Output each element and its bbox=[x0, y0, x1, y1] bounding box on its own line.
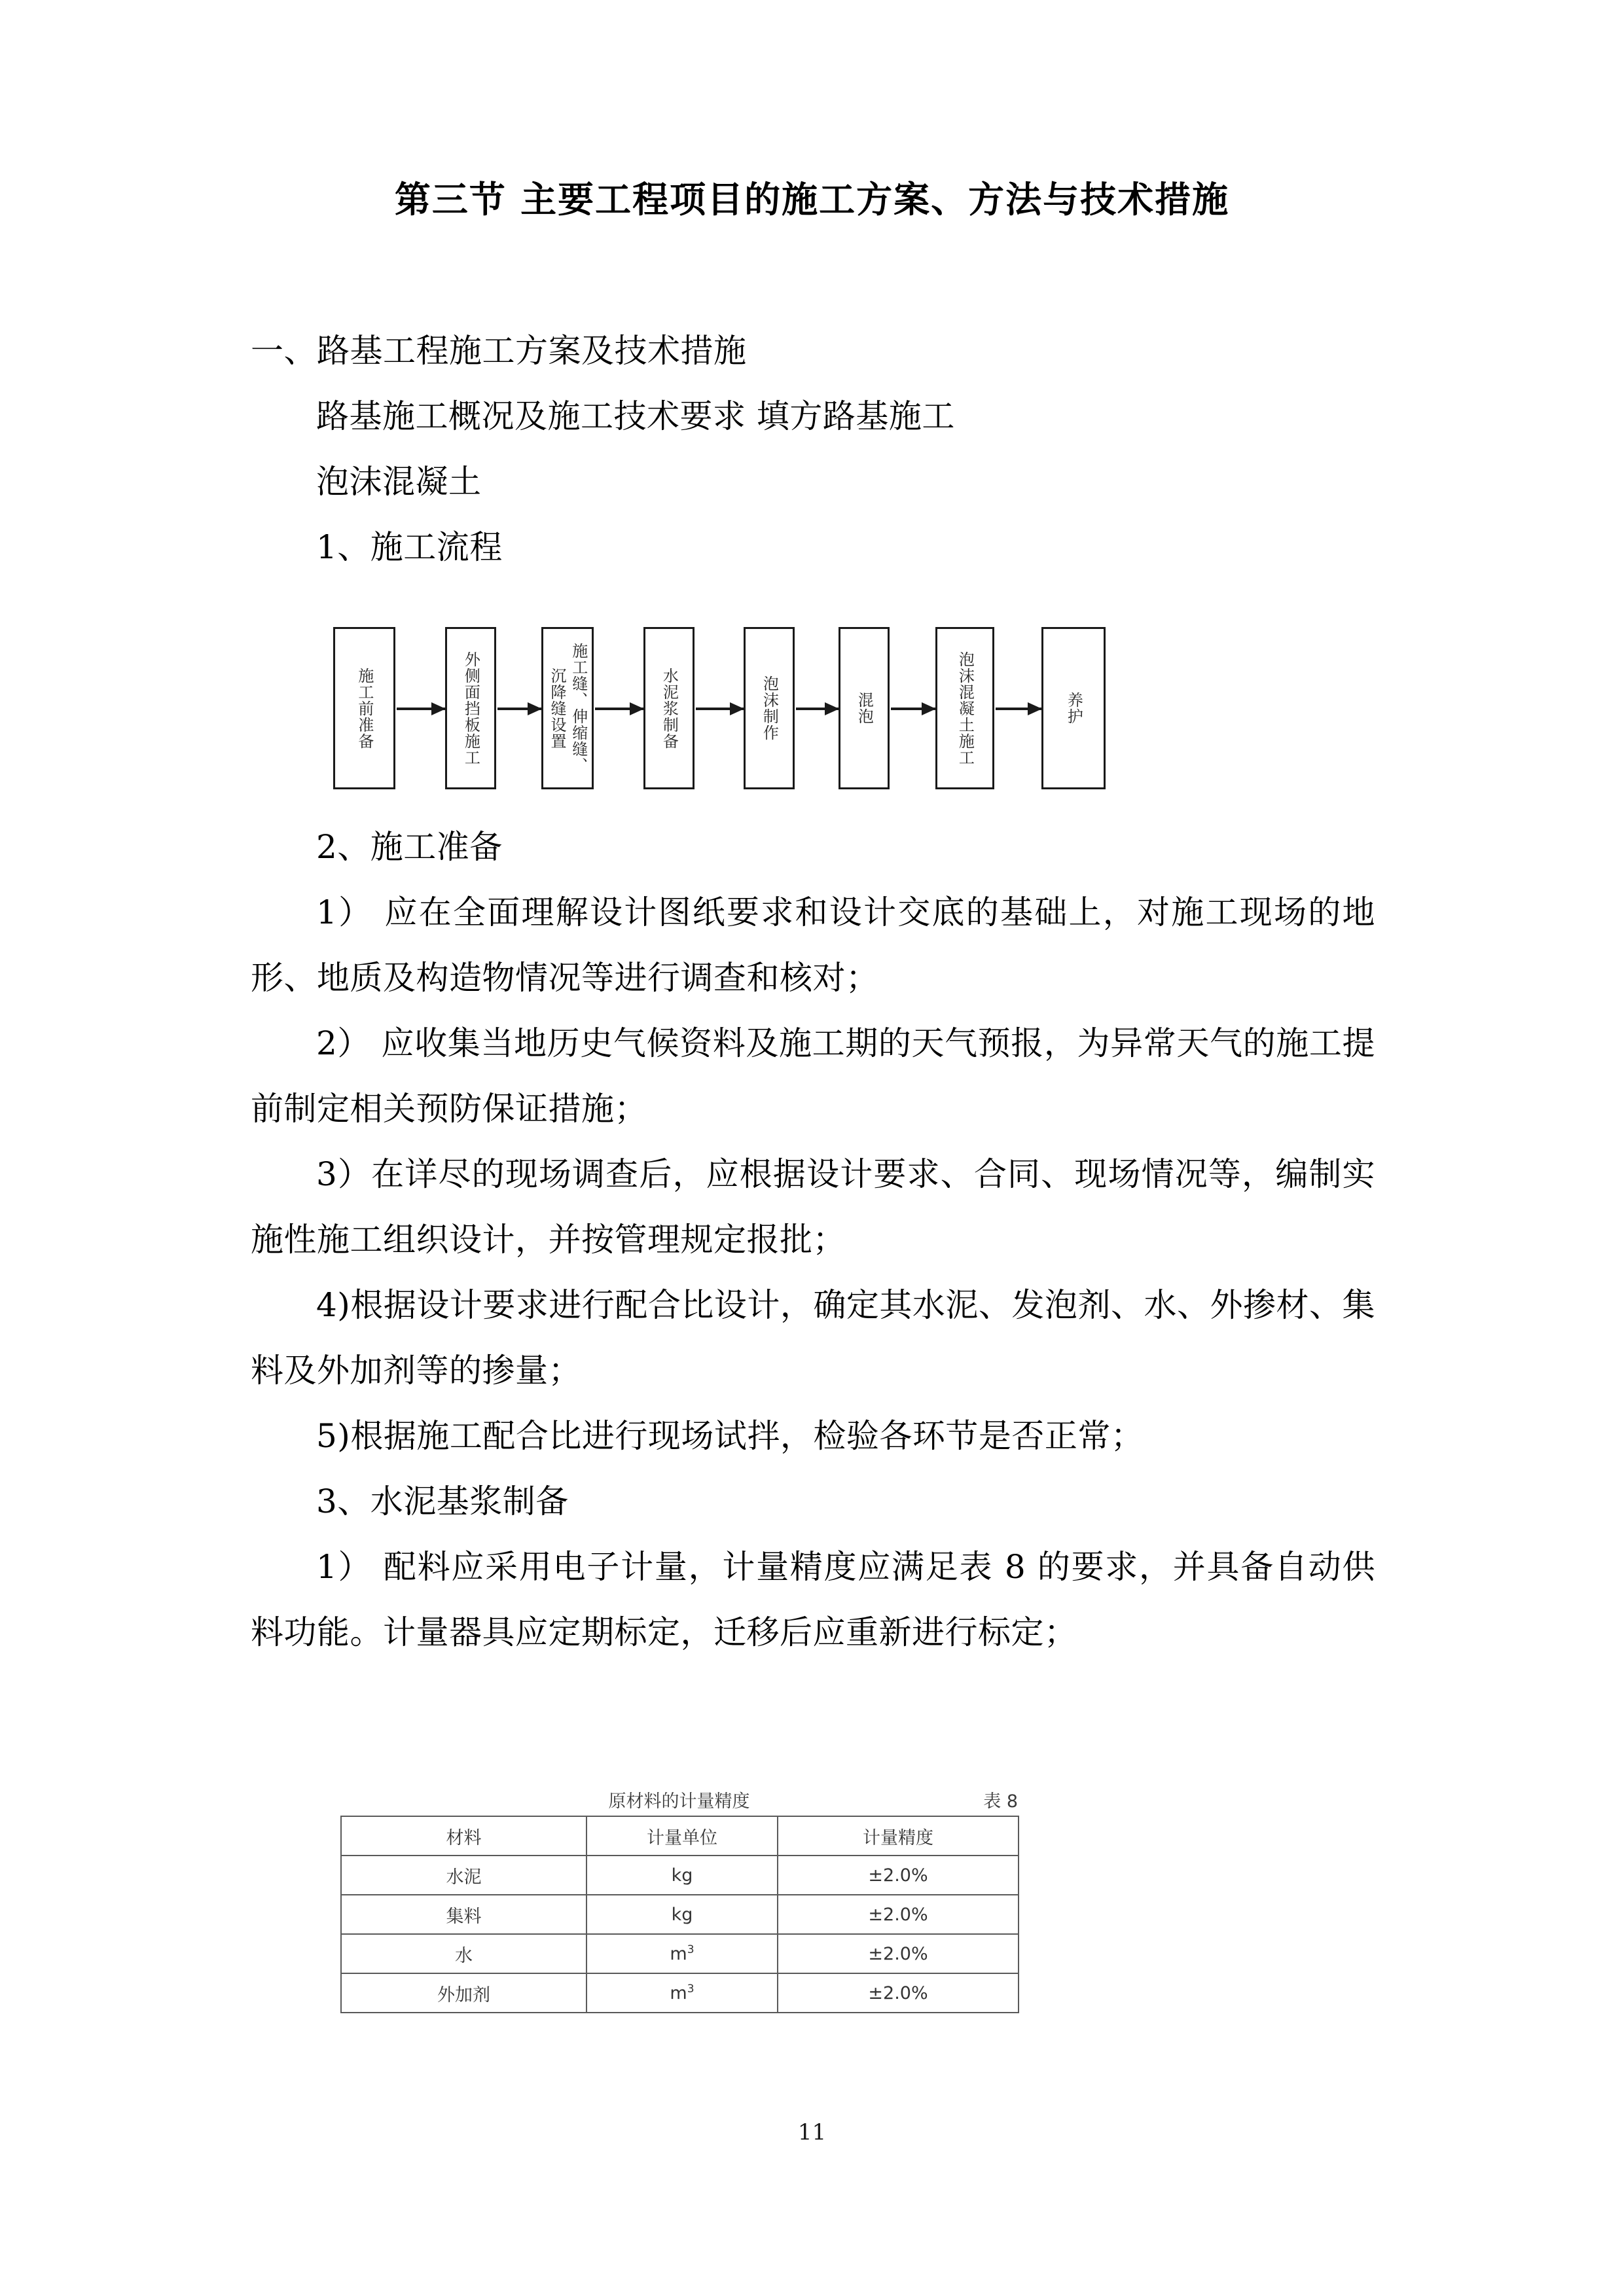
flow-arrow-icon-2 bbox=[497, 708, 541, 710]
flow-arrow-icon-1 bbox=[397, 708, 445, 710]
table-cell-accuracy: ±2.0% bbox=[778, 1856, 1019, 1895]
flow-step-box-8 bbox=[1041, 627, 1106, 789]
flow-step-label-group bbox=[746, 629, 793, 787]
unit-exponent: 3 bbox=[687, 1982, 695, 1996]
paragraph-preparation-heading: 2、施工准备 bbox=[316, 828, 503, 866]
paragraph-prep-2: 2） 应收集当地历史气候资料及施工期的天气预报，为异常天气的施工提前制定相关预防保证措施； bbox=[251, 1024, 1375, 1128]
table-row bbox=[341, 1973, 1019, 2013]
body-text-lower bbox=[251, 814, 1375, 1665]
table-cell-accuracy: ±2.0% bbox=[778, 1973, 1019, 2013]
flow-arrow-icon-7 bbox=[996, 708, 1041, 710]
flow-step-label: 泡沫混凝土施工 bbox=[956, 651, 975, 766]
table-caption bbox=[340, 1784, 1018, 1816]
measurement-accuracy-table-block bbox=[340, 1784, 1018, 2013]
unit-base: m bbox=[670, 1982, 687, 2003]
table-cell-accuracy: ±2.0% bbox=[778, 1895, 1019, 1934]
flow-step-label-group bbox=[543, 629, 592, 787]
paragraph-overview: 路基施工概况及施工技术要求 填方路基施工 bbox=[316, 397, 955, 435]
flow-step-label-group bbox=[840, 629, 888, 787]
flow-step-box-5 bbox=[744, 627, 795, 789]
measurement-accuracy-table bbox=[340, 1816, 1019, 2013]
table-cell-material: 集料 bbox=[341, 1895, 586, 1934]
page-title: 第三节 主要工程项目的施工方案、方法与技术措施 bbox=[394, 179, 1230, 221]
paragraph-foam-concrete: 泡沫混凝土 bbox=[316, 463, 482, 501]
paragraph-prep-3: 3）在详尽的现场调查后，应根据设计要求、合同、现场情况等，编制实施性施工组织设计，并按管理规定报批； bbox=[251, 1155, 1375, 1259]
flow-step-label: 施工缝、伸缩缝、 bbox=[569, 643, 588, 774]
flow-step-label-group bbox=[447, 629, 494, 787]
paragraph-construction-flow: 1、施工流程 bbox=[316, 528, 503, 566]
table-cell-unit bbox=[586, 1895, 778, 1934]
flow-step-box-1 bbox=[333, 627, 395, 789]
table-cell-material: 水泥 bbox=[341, 1856, 586, 1895]
table-caption-title: 原材料的计量精度 bbox=[608, 1791, 750, 1812]
unit-base: kg bbox=[671, 1865, 693, 1886]
flow-step-box-4 bbox=[643, 627, 695, 789]
paragraph-section-heading: 一、路基工程施工方案及技术措施 bbox=[251, 332, 747, 370]
flow-step-label-group bbox=[645, 629, 693, 787]
flow-step-label-group bbox=[335, 629, 393, 787]
table-header-cell: 计量单位 bbox=[586, 1816, 778, 1856]
body-text-upper bbox=[251, 318, 1375, 580]
flow-step-label: 水泥浆制备 bbox=[660, 667, 679, 749]
paragraph-prep-5: 5)根据施工配合比进行现场试拌，检验各环节是否正常； bbox=[316, 1417, 1144, 1455]
paragraph-slurry-heading: 3、水泥基浆制备 bbox=[316, 1482, 569, 1520]
table-cell-material: 外加剂 bbox=[341, 1973, 586, 2013]
table-row bbox=[341, 1895, 1019, 1934]
table-row bbox=[341, 1934, 1019, 1973]
flow-step-label: 沉降缝设置 bbox=[548, 667, 566, 749]
flow-step-box-6 bbox=[839, 627, 890, 789]
flow-step-label-group bbox=[1043, 629, 1104, 787]
flow-arrow-icon-5 bbox=[796, 708, 839, 710]
paragraph-prep-4: 4)根据设计要求进行配合比设计，确定其水泥、发泡剂、水、外掺材、集料及外加剂等的掺量； bbox=[251, 1286, 1375, 1390]
table-caption-number: 表 8 bbox=[983, 1791, 1018, 1812]
flow-arrow-icon-3 bbox=[595, 708, 643, 710]
flow-step-label: 泡沫制作 bbox=[760, 675, 779, 741]
table-cell-unit bbox=[586, 1934, 778, 1973]
table-row bbox=[341, 1856, 1019, 1895]
table-header-cell: 计量精度 bbox=[778, 1816, 1019, 1856]
flow-step-box-2 bbox=[445, 627, 496, 789]
flow-step-label: 外侧面挡板施工 bbox=[461, 651, 480, 766]
flow-step-label: 施工前准备 bbox=[355, 667, 374, 749]
construction-flow-diagram bbox=[333, 627, 1106, 789]
flow-step-box-3 bbox=[541, 627, 594, 789]
table-cell-material: 水 bbox=[341, 1934, 586, 1973]
flow-step-label: 养护 bbox=[1064, 692, 1083, 725]
paragraph-slurry-1: 1） 配料应采用电子计量，计量精度应满足表 8 的要求，并具备自动供料功能。计量器具应定期标定，迁移后应重新进行标定； bbox=[251, 1548, 1375, 1651]
unit-base: m bbox=[670, 1943, 687, 1964]
table-header-row bbox=[341, 1816, 1019, 1856]
flow-arrow-icon-4 bbox=[696, 708, 744, 710]
table-header-cell: 材料 bbox=[341, 1816, 586, 1856]
unit-exponent: 3 bbox=[687, 1943, 695, 1956]
table-cell-unit bbox=[586, 1973, 778, 2013]
unit-base: kg bbox=[671, 1904, 693, 1925]
table-cell-accuracy: ±2.0% bbox=[778, 1934, 1019, 1973]
flow-step-label: 混泡 bbox=[855, 692, 874, 725]
flow-step-box-7 bbox=[935, 627, 994, 789]
page-number: 11 bbox=[797, 2119, 827, 2145]
flow-step-label-group bbox=[937, 629, 992, 787]
paragraph-prep-1: 1） 应在全面理解设计图纸要求和设计交底的基础上，对施工现场的地形、地质及构造物情况等进行调查和核对； bbox=[251, 893, 1375, 997]
table-cell-unit bbox=[586, 1856, 778, 1895]
flow-arrow-icon-6 bbox=[891, 708, 935, 710]
